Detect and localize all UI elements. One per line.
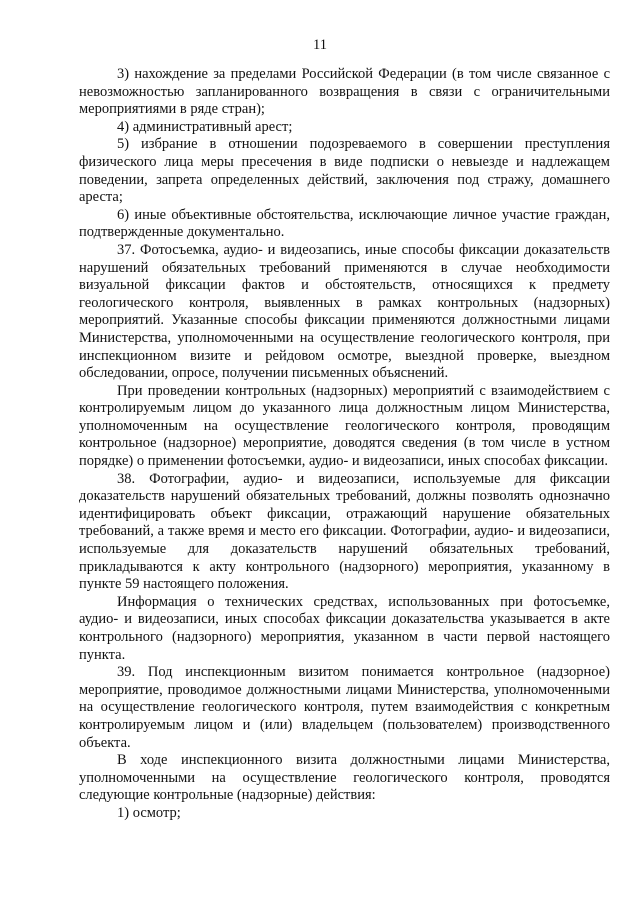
paragraph-item-6: 6) иные объективные обстоятельства, исключающие личное участие граждан, подтвержденные документально. <box>79 206 610 241</box>
paragraph-clause-37: 37. Фотосъемка, аудио- и видеозапись, иные способы фиксации доказательств нарушений обязательных требований применяются в случае необходимости визуальной фиксации фактов и обстоятельств, относящихся к предмету геологического контроля, выявленных в рамках контрольных (надзорных) мероприятий. Указанные способы фиксации применяются должностными лицами Министерства, уполномоченными на осуществление геологического контроля, при инспекционном визите и рейдовом осмотре, выездной проверке, выездном обследовании, опросе, получении письменных объяснений. <box>79 241 610 382</box>
paragraph-clause-38-part-2: Информация о технических средствах, использованных при фотосъемке, аудио- и видеозаписи, иных способах фиксации доказательства указывается в акте контрольного (надзорного) мероприятия, указанном в части первой настоящего пункта. <box>79 593 610 663</box>
paragraph-clause-39-part-2: В ходе инспекционного визита должностными лицами Министерства, уполномоченными на осуществление геологического контроля, проводятся следующие контрольные (надзорные) действия: <box>79 752 610 804</box>
paragraph-clause-37-part-2: При проведении контрольных (надзорных) мероприятий с взаимодействием с контролируемым лицом до указанного лица должностным лицом Министерства, уполномоченным на осуществление геологического контроля, проводящим контрольное (надзорное) мероприятие, доводятся сведения (в том числе в устном порядке) о применении фотосъемки, аудио- и видеозаписи, иных способах фиксации. <box>79 382 610 470</box>
paragraph-clause-38: 38. Фотографии, аудио- и видеозаписи, используемые для фиксации доказательств нарушений обязательных требований, должны позволять однозначно идентифицировать объект фиксации, отражающий нарушение обязательных требований, а также время и место его фиксации. Фотографии, аудио- и видеозаписи, используемые для доказательств нарушений обязательных требований, прикладываются к акту контрольного (надзорного) мероприятия, указанному в пункте 59 настоящего положения. <box>79 470 610 593</box>
paragraph-item-4: 4) административный арест; <box>117 118 293 135</box>
paragraph-item-3: 3) нахождение за пределами Российской Федерации (в том числе связанное с невозможностью запланированного возвращения в связи с ограничительными мероприятиями в ряде стран); <box>79 66 610 118</box>
paragraph-clause-39: 39. Под инспекционным визитом понимается контрольное (надзорное) мероприятие, проводимое должностными лицами Министерства, уполномоченными на осуществление геологического контроля, путем взаимодействия с конкретным контролируемым лицом и (или) владельцем (пользователем) производственного объекта. <box>79 664 610 751</box>
document-body <box>79 66 610 823</box>
paragraph-item-5: 5) избрание в отношении подозреваемого в совершении преступления физического лица меры пресечения в виде подписки о невыезде и надлежащем поведении, запрета определенных действий, заключения под стражу, домашнего ареста; <box>79 136 610 206</box>
page-number: 11 <box>313 37 327 53</box>
paragraph-list-item-inspection: 1) осмотр; <box>117 804 181 821</box>
